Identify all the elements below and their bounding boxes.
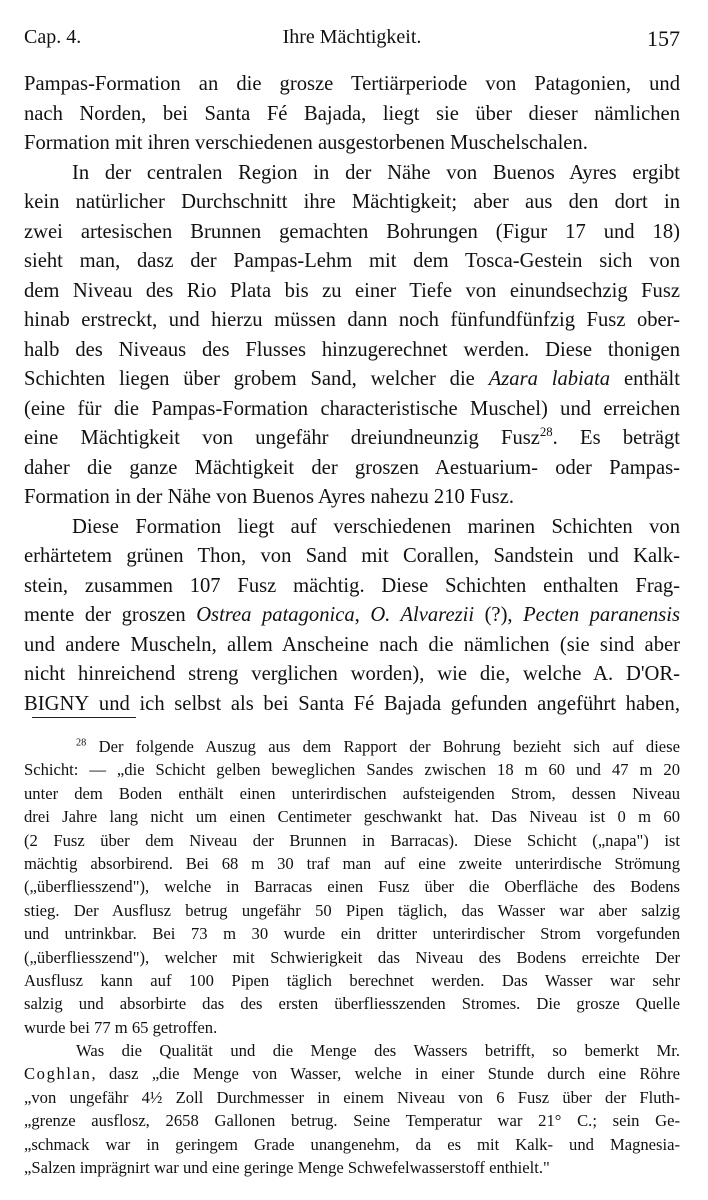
text-line: mächtig absorbirend. Bei 68 m 30 traf man auf eine zweite unterirdische Strömung [24, 853, 680, 873]
text-line: „Salzen imprägnirt war und eine geringe Menge Schwefelwasserstoff enthielt." [24, 1158, 550, 1178]
page-number: 157 [647, 26, 680, 51]
text-line: (eine für die Pampas-Formation characteristische Muschel) und erreichen [24, 397, 680, 420]
person-name: Coghlan [24, 1064, 92, 1084]
running-header [24, 26, 680, 56]
text-line: wurde bei 77 m 65 getroffen. [24, 1017, 218, 1037]
text-line: „grenze ausflosz, 2658 Gallonen betrug. Seine Temperatur war 21° C.; sein Ge- [24, 1111, 680, 1131]
running-title: Ihre Mächtigkeit. [282, 26, 422, 48]
text-segment: und ich selbst als bei Santa Fé Bajada gefunden angeführt haben, [89, 692, 680, 715]
text-line: Ausflusz kann auf 100 Pipen täglich berechnet werden. Das Wasser war sehr [24, 970, 680, 990]
species-name: Pecten paranensis [523, 604, 681, 626]
text-segment: enthält [610, 368, 681, 390]
text-segment: Schichten liegen über grobem Sand, welcher die [24, 368, 489, 390]
text-line: (2 Fusz über dem Niveau der Brunnen in Barracas). Diese Schicht („napa") ist [24, 830, 680, 850]
text-line [24, 1062, 680, 1085]
text-line: zwei artesischen Brunnen gemachten Bohrungen (Figur 17 und 18) [24, 220, 680, 243]
text-segment: (?), [474, 604, 524, 626]
text-line: In der centralen Region in der Nähe von Buenos Ayres ergibt [72, 161, 680, 184]
text-line: halb des Niveaus des Flusses hinzugerechnet werden. Diese thonigen [24, 338, 680, 361]
text-line: daher die ganze Mächtigkeit der groszen Aestuarium- oder Pampas- [24, 456, 680, 479]
footnote-rule [32, 717, 136, 718]
text-line [24, 601, 680, 631]
text-line [24, 365, 680, 395]
text-line: sieht man, dasz der Pampas-Lehm mit dem Tosca-Gestein sich von [24, 250, 680, 272]
text-line: Formation mit ihren verschiedenen ausgestorbenen Muschelschalen. [24, 132, 588, 154]
species-name: Ostrea patagonica [196, 604, 355, 626]
text-line: salzig und absorbirte das des ersten überfliesszenden Stromes. Die grosze Quelle [24, 994, 680, 1014]
text-line [24, 690, 680, 720]
text-line: und untrinkbar. Bei 73 m 30 wurde ein dritter unterirdischer Strom vorgefunden [24, 924, 680, 944]
chapter-label: Cap. 4. [24, 26, 82, 48]
main-text [24, 70, 680, 719]
text-segment: mente der groszen [24, 604, 197, 626]
text-line: nach Norden, bei Santa Fé Bajada, liegt sie über dieser nämlichen [24, 102, 680, 125]
author-name: BIGNY [24, 692, 90, 715]
text-line: nicht hinreichend streng verglichen worden), wie die, welche A. D'OR- [24, 663, 680, 685]
text-segment: eine Mächtigkeit von ungefähr dreiundneunzig Fusz [24, 427, 540, 449]
text-line: Was die Qualität und die Menge des Wassers betrifft, so bemerkt Mr. [76, 1041, 680, 1061]
species-name: Azara labiata [488, 368, 611, 390]
footnote-marker: 28 [76, 737, 87, 749]
text-line: „von ungefähr 4½ Zoll Durchmesser in einem Niveau von 6 Fusz über der Fluth- [24, 1087, 680, 1107]
footnote-reference: 28 [539, 425, 553, 440]
text-line: erhärtetem grünen Thon, von Sand mit Corallen, Sandstein und Kalk- [24, 545, 680, 567]
text-segment: . Es beträgt [552, 427, 680, 449]
text-segment: Der folgende Auszug aus dem Rapport der Bohrung bezieht sich auf diese [98, 737, 680, 756]
text-segment: , [354, 604, 371, 626]
text-line: Pampas-Formation an die grosze Tertiärperiode von Patagonien, und [24, 73, 680, 95]
text-line [24, 424, 680, 454]
text-line: („überfliesszend"), welcher mit Schwierigkeit das Niveau des Bodens erreichte Der [24, 947, 680, 967]
text-line: „schmack war in geringem Grade unangenehm, da es mit Kalk- und Magnesia- [24, 1134, 680, 1154]
text-line: unter dem Boden enthält einen unterirdischen aufsteigenden Strom, dessen Niveau [24, 783, 680, 803]
text-line: („überfliesszend"), welche in Barracas einen Fusz über die Oberfläche des Bodens [24, 877, 680, 897]
text-line: Diese Formation liegt auf verschiedenen marinen Schichten von [72, 515, 680, 538]
text-line: Formation in der Nähe von Buenos Ayres nahezu 210 Fusz. [24, 486, 514, 508]
footnote [24, 735, 680, 1179]
text-line: stein, zusammen 107 Fusz mächtig. Diese Schichten enthalten Frag- [24, 574, 680, 597]
text-line: und andere Muscheln, allem Anscheine nach die nämlichen (sie sind aber [24, 633, 680, 656]
text-line: dem Niveau des Rio Plata bis zu einer Tiefe von einundsechzig Fusz [24, 279, 680, 302]
text-line: hinab erstreckt, und hierzu müssen dann noch fünfundfünfzig Fusz ober- [24, 309, 680, 331]
text-line [24, 735, 680, 758]
text-line: kein natürlicher Durchschnitt ihre Mächtigkeit; aber aus den dort in [24, 191, 680, 213]
text-line: drei Jahre lang nicht um einen Centimeter geschwankt hat. Das Niveau ist 0 m 60 [24, 807, 680, 827]
text-segment: , dasz „die Menge von Wasser, welche in einer Stunde durch eine Röhre [91, 1064, 680, 1084]
text-line: Schicht: — „die Schicht gelben beweglichen Sandes zwischen 18 m 60 und 47 m 20 [24, 760, 680, 780]
text-line: stieg. Der Ausflusz betrug ungefähr 50 Pipen täglich, das Wasser war aber salzig [24, 900, 680, 920]
species-name: O. Alvarezii [370, 604, 475, 626]
